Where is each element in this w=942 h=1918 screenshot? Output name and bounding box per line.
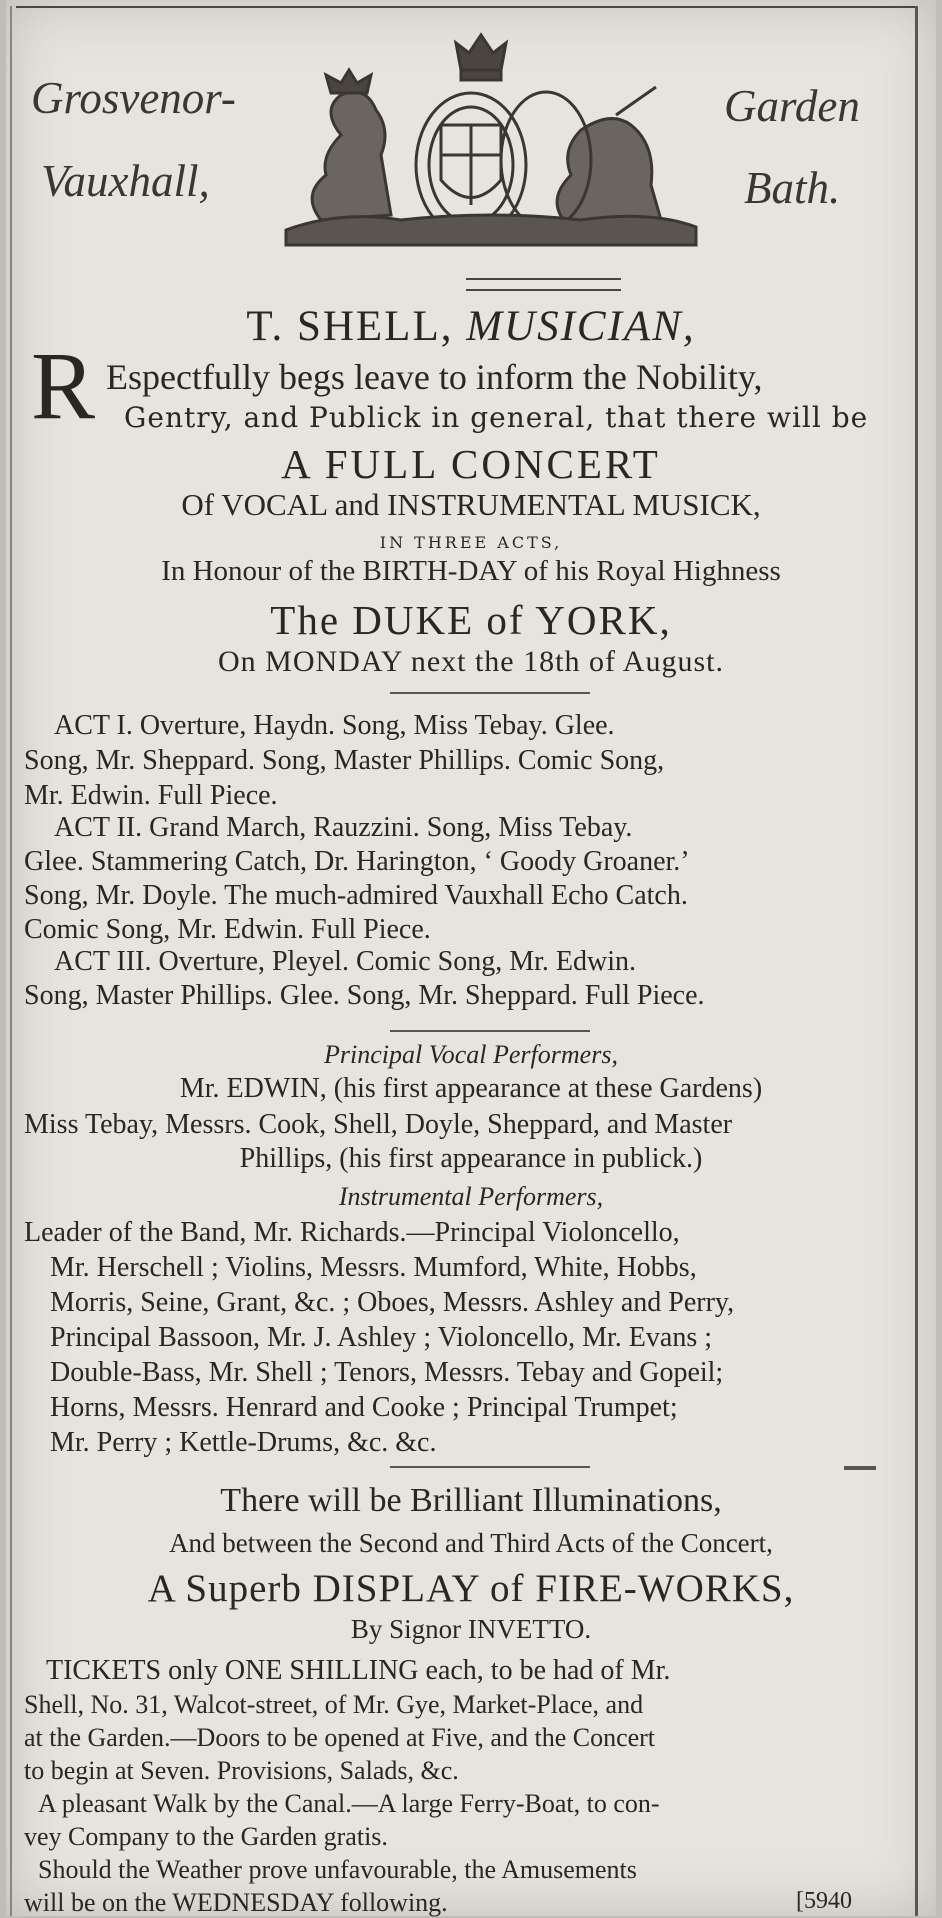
drop-cap: R xyxy=(31,332,96,439)
tickets-line: Should the Weather prove unfavourable, the Amusements xyxy=(38,1855,637,1884)
separator-2 xyxy=(390,1030,590,1032)
vocal-heading: Principal Vocal Performers, xyxy=(324,1040,618,1069)
ornament-rule-2 xyxy=(466,289,621,291)
illuminations-line-1: There will be Brilliant Illuminations, xyxy=(220,1482,722,1519)
fireworks-line: A Superb DISPLAY of FIRE-WORKS, xyxy=(147,1567,795,1610)
intro-line-1: Espectfully begs leave to inform the Nobility, xyxy=(106,357,763,397)
tickets-line: Shell, No. 31, Walcot-street, of Mr. Gye, Market-Place, and xyxy=(24,1690,644,1719)
programme-line: ACT III. Overture, Pleyel. Comic Song, Mr. Edwin. xyxy=(54,946,636,977)
instrumental-line: Horns, Messrs. Henrard and Cooke ; Principal Trumpet; xyxy=(50,1392,678,1423)
programme-line: Song, Mr. Doyle. The much-admired Vauxhall Echo Catch. xyxy=(24,880,688,911)
instrumental-line: Leader of the Band, Mr. Richards.—Principal Violoncello, xyxy=(24,1217,680,1248)
fireworks-by: By Signor INVETTO. xyxy=(350,1614,592,1644)
tickets-line: vey Company to the Garden gratis. xyxy=(24,1822,388,1851)
concert-honour: In Honour of the BIRTH-DAY of his Royal Highness xyxy=(161,555,781,587)
programme-line: ACT I. Overture, Haydn. Song, Miss Tebay. Glee. xyxy=(54,710,615,741)
tickets-line: to begin at Seven. Provisions, Salads, &c. xyxy=(24,1756,459,1785)
reference-number: [5940 xyxy=(796,1888,852,1914)
tickets-line: will be on the WEDNESDAY following. xyxy=(24,1888,448,1917)
royal-crest-emblem xyxy=(281,15,701,265)
top-rule xyxy=(16,6,918,8)
concert-title: A FULL CONCERT xyxy=(281,441,661,487)
header-right-bottom: Bath. xyxy=(744,163,841,213)
programme-line: Glee. Stammering Catch, Dr. Harington, ‘ Goody Groaner.’ xyxy=(24,846,690,877)
instrumental-line: Morris, Seine, Grant, &c. ; Oboes, Messrs. Ashley and Perry, xyxy=(50,1287,735,1318)
programme-line: Comic Song, Mr. Edwin. Full Piece. xyxy=(24,914,431,945)
instrumental-line: Mr. Herschell ; Violins, Messrs. Mumford, White, Hobbs, xyxy=(50,1252,697,1283)
programme-line: ACT II. Grand March, Rauzzini. Song, Miss Tebay. xyxy=(54,812,633,843)
advertisement-page xyxy=(6,0,936,1916)
vocal-line: Mr. EDWIN, (his first appearance at these Gardens) xyxy=(179,1073,763,1104)
programme-line: Song, Mr. Sheppard. Song, Master Phillips. Comic Song, xyxy=(24,745,665,776)
instrumental-heading: Instrumental Performers, xyxy=(338,1182,604,1211)
instrumental-line: Mr. Perry ; Kettle-Drums, &c. &c. xyxy=(50,1427,437,1458)
header-right-top: Garden xyxy=(724,81,860,131)
musician-heading xyxy=(6,302,936,351)
illuminations-line-2: And between the Second and Third Acts of the Concert, xyxy=(169,1528,773,1558)
instrumental-line: Double-Bass, Mr. Shell ; Tenors, Messrs. Tebay and Gopeil; xyxy=(50,1357,724,1388)
concert-date: On MONDAY next the 18th of August. xyxy=(218,645,724,678)
musician-name: T. SHELL, xyxy=(246,303,454,350)
concert-duke: The DUKE of YORK, xyxy=(270,597,672,643)
margin-mark xyxy=(844,1466,876,1470)
ornament-rule-1 xyxy=(466,278,621,280)
header-left-bottom: Vauxhall, xyxy=(41,156,210,206)
programme-line: Song, Master Phillips. Glee. Song, Mr. Sheppard. Full Piece. xyxy=(24,980,705,1011)
vocal-line: Miss Tebay, Messrs. Cook, Shell, Doyle, Sheppard, and Master xyxy=(24,1109,733,1140)
concert-of: Of VOCAL and INSTRUMENTAL MUSICK, xyxy=(181,487,761,522)
intro-line-2: Gentry, and Publick in general, that there will be xyxy=(124,401,869,434)
separator-3 xyxy=(390,1466,590,1468)
concert-acts: IN THREE ACTS, xyxy=(379,533,563,552)
programme-line: Mr. Edwin. Full Piece. xyxy=(24,780,278,811)
musician-role: MUSICIAN, xyxy=(466,303,696,350)
vocal-line: Phillips, (his first appearance in publick.) xyxy=(239,1143,703,1174)
separator-1 xyxy=(390,692,590,694)
tickets-line: at the Garden.—Doors to be opened at Five, and the Concert xyxy=(24,1723,656,1752)
tickets-line: A pleasant Walk by the Canal.—A large Ferry-Boat, to con- xyxy=(38,1789,660,1818)
tickets-line: TICKETS only ONE SHILLING each, to be had of Mr. xyxy=(46,1655,671,1686)
header-left-top: Grosvenor- xyxy=(31,73,236,123)
instrumental-line: Principal Bassoon, Mr. J. Ashley ; Violoncello, Mr. Evans ; xyxy=(50,1322,713,1353)
